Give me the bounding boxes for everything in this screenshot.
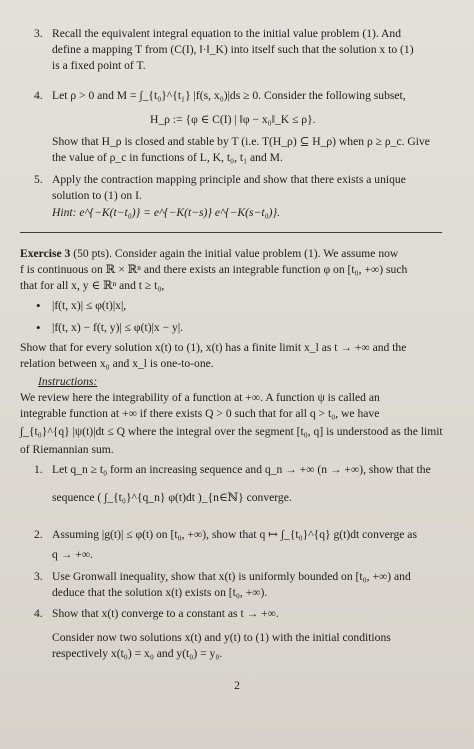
- condition-line: |f(t, x) − f(t, y)| ≤ φ(t)|x − y|.: [52, 321, 184, 334]
- exercise-heading: [20, 246, 398, 261]
- item-number: 5.: [34, 173, 43, 186]
- text-line: Apply the contraction mapping principle and show that there exists a unique: [52, 173, 406, 186]
- hint-line: Hint: e^{−K(t−t₀)} = e^{−K(t−s)} e^{−K(s−t₀)}.: [52, 206, 280, 219]
- text-line: is a fixed point of T.: [52, 59, 146, 72]
- text-line: define a mapping T from (C(I), ‖·‖_K) into itself such that the solution x to (1): [52, 43, 414, 56]
- item-number: 3.: [34, 27, 43, 40]
- item-number: 3.: [34, 570, 43, 583]
- text-line: Consider again the initial value problem (1). We assume now: [114, 247, 399, 260]
- text-line: We review here the integrability of a function at +∞. A function ψ is called an: [20, 391, 380, 404]
- text-line: Let q_n ≥ t₀ form an increasing sequence and q_n → +∞ (n → +∞), show that the: [52, 463, 431, 476]
- text-line: Consider now two solutions x(t) and y(t) to (1) with the initial conditions: [52, 631, 391, 644]
- text-line: Show that x(t) converge to a constant as t → +∞.: [52, 607, 279, 620]
- text-line: Assuming |g(t)| ≤ φ(t) on [t₀, +∞), show that q ↦ ∫_{t₀}^{q} g(t)dt converge as: [52, 528, 417, 541]
- text-line: respectively x(t₀) = x₀ and y(t₀) = y₀.: [52, 647, 223, 660]
- condition-line: |f(t, x)| ≤ φ(t)|x|,: [52, 299, 127, 312]
- display-equation: H_ρ := {φ ∈ C(I) | ‖φ − x₀‖_K ≤ ρ}.: [150, 113, 316, 126]
- bullet-icon: •: [36, 320, 41, 335]
- text-line: the value of ρ_c in functions of L, K, t₀, t₁ and M.: [52, 151, 283, 164]
- item-number: 1.: [34, 463, 43, 476]
- exercise-points: (50 pts).: [73, 247, 112, 260]
- text-line: solution to (1) on I.: [52, 189, 142, 202]
- text-line: Show that for every solution x(t) to (1), x(t) has a finite limit x_l as t → +∞ and the: [20, 341, 407, 354]
- text-line: Use Gronwall inequality, show that x(t) is uniformly bounded on [t₀, +∞) and: [52, 570, 411, 583]
- text-line: integrable function at +∞ if there exists Q > 0 such that for all q > t₀, we have: [20, 407, 380, 420]
- text-line: relation between x₀ and x_l is one-to-one.: [20, 357, 214, 370]
- section-divider: [20, 232, 442, 233]
- exercise-title: Exercise 3: [20, 247, 71, 260]
- instructions-heading: Instructions:: [38, 375, 98, 388]
- text-line: f is continuous on ℝ × ℝⁿ and there exists an integrable function φ on [t₀, +∞) such: [20, 263, 408, 276]
- item-number: 4.: [34, 89, 43, 102]
- page-number: 2: [234, 679, 240, 692]
- text-line: ∫_{t₀}^{q} |ψ(t)|dt ≤ Q where the integral over the segment [t₀, q] is understood as the limit: [20, 425, 443, 438]
- text-line: Show that H_ρ is closed and stable by T (i.e. T(H_ρ) ⊆ H_ρ) when ρ ≥ ρ_c. Give: [52, 135, 430, 148]
- bullet-icon: •: [36, 298, 41, 313]
- text-line: of Riemannian sum.: [20, 443, 114, 456]
- text-line: sequence ( ∫_{t₀}^{q_n} φ(t)dt )_{n∈ℕ} converge.: [52, 491, 292, 504]
- item-number: 2.: [34, 528, 43, 541]
- text-line: that for all x, y ∈ ℝⁿ and t ≥ t₀,: [20, 279, 165, 292]
- text-line: Let ρ > 0 and M = ∫_{t₀}^{t₁} |f(s, x₀)|ds ≥ 0. Consider the following subset,: [52, 89, 406, 102]
- text-line: Recall the equivalent integral equation to the initial value problem (1). And: [52, 27, 401, 40]
- item-number: 4.: [34, 607, 43, 620]
- text-line: deduce that the solution x(t) exists on [t₀, +∞).: [52, 586, 268, 599]
- text-line: q → +∞.: [52, 548, 93, 561]
